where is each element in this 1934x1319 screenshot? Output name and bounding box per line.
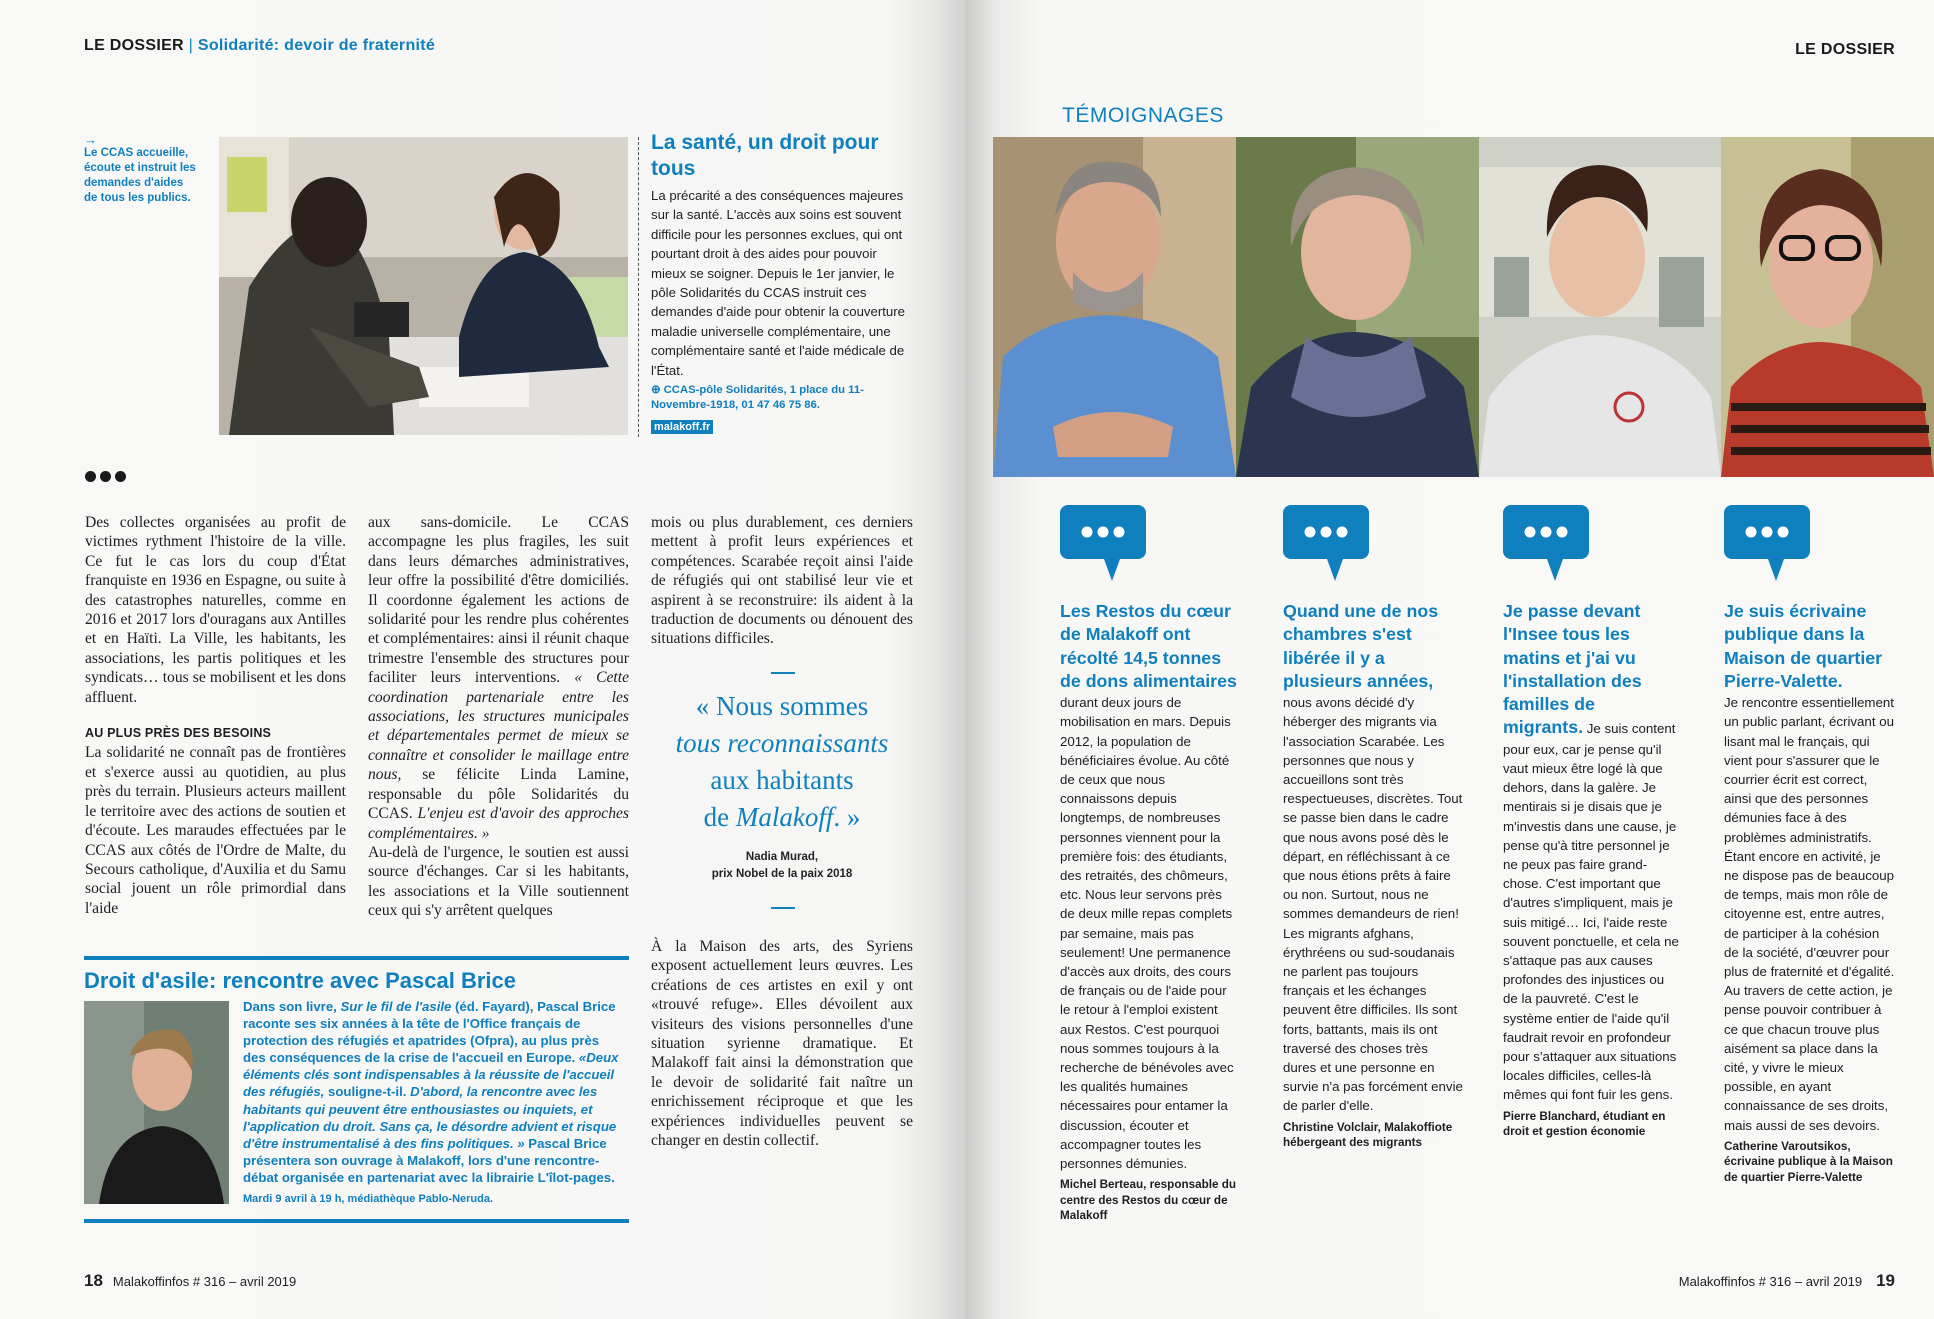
portrait-michel-berteau <box>993 137 1236 477</box>
portrait-pierre-blanchard <box>1479 137 1721 477</box>
article-column-2 <box>368 513 629 921</box>
sidebar-title: La santé, un droit pour tous <box>651 131 879 180</box>
page-header <box>84 37 435 55</box>
portrait-christine-volclair <box>1236 137 1479 477</box>
quote-line-2: tous reconnaissants <box>675 728 889 758</box>
speech-bubble-icon <box>1724 505 1810 585</box>
issue-info-left: Malakoffinfos # 316 – avril 2019 <box>112 1274 297 1289</box>
testimonial-2-headline: Quand une de nos chambres s'est libérée il y a plusieurs années, <box>1283 601 1439 691</box>
left-footer <box>84 1271 296 1291</box>
right-page <box>966 0 1934 1319</box>
testimonial-4 <box>1724 505 1896 1186</box>
speech-bubble-icon <box>1283 505 1369 585</box>
sidebar-contact <box>651 383 913 413</box>
ccas-office-photo <box>219 137 628 435</box>
testimonial-1-text: durant deux jours de mobilisation en mars. Depuis 2012, la population de bénéficiaires évolue. Au côté de ceux que nous connaissons depuis longtemps, de nombreuses personnes viennent pour la première fois: des étudiants, des retraités, des chômeurs, etc. Nous leur servons près de deux mille repas complets par semaine, mais pas seulement! Une permanence d'accès aux droits, des cours de français ou de l'aide pour le retour à l'emploi existent aux Restos. C'est pourquoi nous sommes toujours à la recherche de bénévoles avec les qualités humaines nécessaires pour entamer la discussion, écouter et accompagner toutes les personnes démunies. <box>1060 695 1234 1172</box>
testimonial-3-text: Je suis content pour eux, car je pense qu'il vaut mieux être logé là que dehors, dans la galère. Je mentirais si je disais que je m'investis dans une cause, je pense qu'à titre personnel je ne peux pas faire grand-chose. C'est important que d'autres s'impliquent, mais je suis mitigé… Ici, l'aide reste souvent ponctuelle, et cela ne s'attaque pas aux causes profondes des injustices ou de la pauvreté. C'est le système entier de l'aide qu'il faudrait revoir en profondeur pour s'attaquer aux situations locales difficiles, celles-là mêmes qui font fuir les gens. <box>1503 721 1679 1103</box>
left-page <box>0 0 966 1319</box>
speech-bubble-icon <box>1503 505 1589 585</box>
header-topic: Solidarité: devoir de fraternité <box>197 37 436 54</box>
testimonial-4-text: Je rencontre essentiellement un public parlant, écrivant ou lisant mal le français, qui vient pour s'assurer que le courrier écrit est correct, ainsi que des personnes démunies face à des problèmes administratifs. Étant encore en activité, je ne dispose pas de beaucoup de temps, mais mon rôle de citoyenne est, entre autres, de participer à la cohésion de la société, d'œuvrer pour plus de fraternité et d'égalité. Au travers de cette action, je pense pouvoir contribuer à ce que chacun trouve plus aisément sa place dans la cité, y vivre le mieux possible, en ayant connaissance de ses droits, mais aussi de ses devoirs. <box>1724 695 1895 1133</box>
speech-bubble-icon <box>1060 505 1146 585</box>
portrait-catherine-varoutsikos <box>1721 137 1934 477</box>
header-section: LE DOSSIER <box>84 37 184 54</box>
testimonial-4-author: Catherine Varoutsikos, écrivaine publique à la Maison de quartier Pierre-Valette <box>1724 1139 1893 1185</box>
box-title: Droit d'asile: rencontre avec Pascal Brice <box>84 968 516 993</box>
col1-paragraph-1: Des collectes organisées au profit de victimes rythment l'histoire de la ville. Ce fut le cas lors du coup d'État franquiste en 1936 en Espagne, ou suite à des catastrophes naturelles, comme en 2016 et 2017 lors d'ouragans aux Antilles et en Haïti. La Ville, les habitants, les associations, les partis politiques et les syndicats… tous se mobilisent et les dons affluent. <box>85 514 346 706</box>
photo-caption-block <box>84 133 196 206</box>
quote-author: Nadia Murad, prix Nobel de la paix 2018 <box>711 851 853 880</box>
quote-line-4: de Malakoff. » <box>703 802 861 832</box>
col1-paragraph-2: La solidarité ne connaît pas de frontières et s'exerce aussi au quotidien, au plus près du terrain. Plusieurs acteurs maillent le territoire avec des actions de soutien et d'écoute. Les maraudes effectuées par le CCAS aux côtés de l'Ordre de Malte, du Secours catholique, d'Auxilia et du Samu social jouent un rôle primordial dans l'aide <box>85 744 346 917</box>
testimonial-2-author: Christine Volclair, Malakoffiote hébergeant des migrants <box>1283 1120 1453 1150</box>
box-text: Dans son livre, Sur le fil de l'asile (éd. Fayard), Pascal Brice raconte ses six années à la tête de l'Office français de protection des réfugiés et apatrides (Ofpra), au plus près des conséquences de la crise de l'accueil en Europe. «Deux éléments clés sont indispensables à la réussite de l'accueil des réfugiés, souligne-t-il. D'abord, la rencontre avec les habitants qui peuvent être enthousiastes ou inquiets, et l'application du droit. Sans ça, le désordre advient et risque d'être instrumentalisé à des fins politiques. » Pascal Brice présentera son ouvrage à Malakoff, lors d'une rencontre-débat organisée en partenariat avec la librairie L'îlot-pages. <box>243 999 619 1185</box>
photo-caption: Le CCAS accueille, écoute et instruit les demandes d'aides de tous les publics. <box>84 147 196 204</box>
subhead: AU PLUS PRÈS DES BESOINS <box>85 726 272 741</box>
issue-info-right: Malakoffinfos # 316 – avril 2019 <box>1678 1274 1863 1289</box>
col2-text-b: se félicite Linda Lamine, responsable du pôle Solidarités du CCAS. <box>368 766 629 823</box>
col2-text-a: aux sans-domicile. Le CCAS accompagne les plus fragiles, les suit dans leurs démarches administratives, leur offre la possibilité d'être domiciliés. Il coordonne également les actions de solidarité pour les rendre plus cohérentes et complémentaires: ainsi il réunit chaque trimestre l'ensemble des structures pour faciliter leurs interventions. <box>368 514 629 687</box>
header-separator: | <box>188 37 194 54</box>
testimonial-3 <box>1503 505 1679 1140</box>
article-column-3 <box>651 513 913 649</box>
testimonial-4-headline: Je suis écrivaine publique dans la Maison de quartier Pierre-Valette. <box>1724 601 1883 691</box>
header-section-right: LE DOSSIER <box>1795 41 1895 58</box>
ellipsis-dots-icon <box>85 469 130 487</box>
website-link[interactable]: malakoff.fr <box>651 420 713 434</box>
testimonial-1 <box>1060 505 1240 1224</box>
pull-quote <box>651 688 913 836</box>
health-sidebar <box>651 130 913 435</box>
sidebar-divider <box>638 137 639 437</box>
right-footer <box>1679 1271 1895 1291</box>
pascal-brice-photo <box>84 1001 229 1204</box>
sidebar-text: La précarité a des conséquences majeures sur la santé. L'accès aux soins est souvent difficile pour les personnes exclues, qui ont pourtant droit à des aides pour pouvoir mieux se soigner. Depuis le 1er janvier, le pôle Solidarités du CCAS instruit ces demandes d'aide pour obtenir la couverture maladie universelle complémentaire, une complémentaire santé et l'aide médicale de l'État. <box>651 188 905 378</box>
quote-line-3: aux habitants <box>710 765 854 795</box>
col2-text-c: Au-delà de l'urgence, le soutien est aussi source d'échanges. Car si les habitants, les associations et la Ville soutiennent ceux qui s'y arrêtent quelques <box>368 843 629 920</box>
section-title: TÉMOIGNAGES <box>1062 104 1224 127</box>
testimonial-1-author: Michel Berteau, responsable du centre des Restos du cœur de Malakoff <box>1060 1178 1237 1223</box>
arrow-right-icon: → <box>84 132 97 147</box>
box-rule-bottom <box>84 1219 629 1223</box>
testimonial-3-body <box>1503 600 1679 1105</box>
quote-line-1: « Nous sommes <box>695 691 869 721</box>
col3-paragraph-1: mois ou plus durablement, ces derniers mettent à profit leurs expériences et compétences. Scarabée reçoit ainsi l'aide de réfugiés qui ont stabilisé leur vie et aspirent à se reconstruire: ils aident à la traduction de documents ou dénouent des situations difficiles. <box>651 514 913 648</box>
testimonial-1-headline: Les Restos du cœur de Malakoff ont récolté 14,5 tonnes de dons alimentaires <box>1060 601 1237 691</box>
box-event-date: Mardi 9 avril à 19 h, médiathèque Pablo-Neruda. <box>243 1193 494 1205</box>
website-tag-wrap <box>651 417 913 435</box>
col2-quote-1: « Cette coordination partenariale entre les associations, les structures municipales et départementales permet de mieux se connaître et consolider le maillage entre nous, <box>368 669 629 784</box>
page-number-right: 19 <box>1876 1271 1895 1290</box>
quote-rule-top <box>771 672 795 674</box>
testimonial-2-text: nous avons décidé d'y héberger des migrants via l'association Scarabée. Les personnes que nous y accueillons sont très respectueuses, discrètes. Tout se passe bien dans le cadre que nous avons posé dès le départ, en réfléchissant à ce que nous étions prêts à faire ou non. Surtout, nous ne sommes demandeurs de rien! Les migrants afghans, érythréens ou sud-soudanais ne parlent pas toujours français et les échanges peuvent être difficiles. Ils sont forts, battants, mais ils ont traversé des choses très dures et une personne en survie n'a pas forcément envie de parler d'elle. <box>1283 695 1463 1114</box>
plus-circle-icon: ⊕ <box>651 384 664 397</box>
testimonial-3-headline: Je passe devant l'Insee tous les matins et j'ai vu l'installation des familles de migrants. <box>1503 601 1642 738</box>
article-column-1 <box>85 513 346 918</box>
quote-rule-bottom <box>771 907 795 909</box>
box-rule-top <box>84 956 629 960</box>
testimonial-3-author: Pierre Blanchard, étudiant en droit et gestion économie <box>1503 1109 1666 1139</box>
page-number-left: 18 <box>84 1271 103 1290</box>
col2-quote-2: L'enjeu est d'avoir des approches complémentaires. » <box>368 805 629 842</box>
col3-paragraph-2: À la Maison des arts, des Syriens exposent actuellement leurs œuvres. Les créations de ces artistes en exil y ont «trouvé refuge». Elles dévoilent aux visiteurs des visions personnelles d'une situation syrienne dramatique. Et Malakoff fait ainsi la démonstration que le devoir de solidarité fait naître un enrichissement réciproque et que les expériences individuelles peuvent se changer en destin collectif. <box>651 938 913 1150</box>
testimonial-2 <box>1283 505 1463 1151</box>
contact-text: CCAS-pôle Solidarités, 1 place du 11-Novembre-1918, 01 47 46 75 86. <box>651 384 864 412</box>
